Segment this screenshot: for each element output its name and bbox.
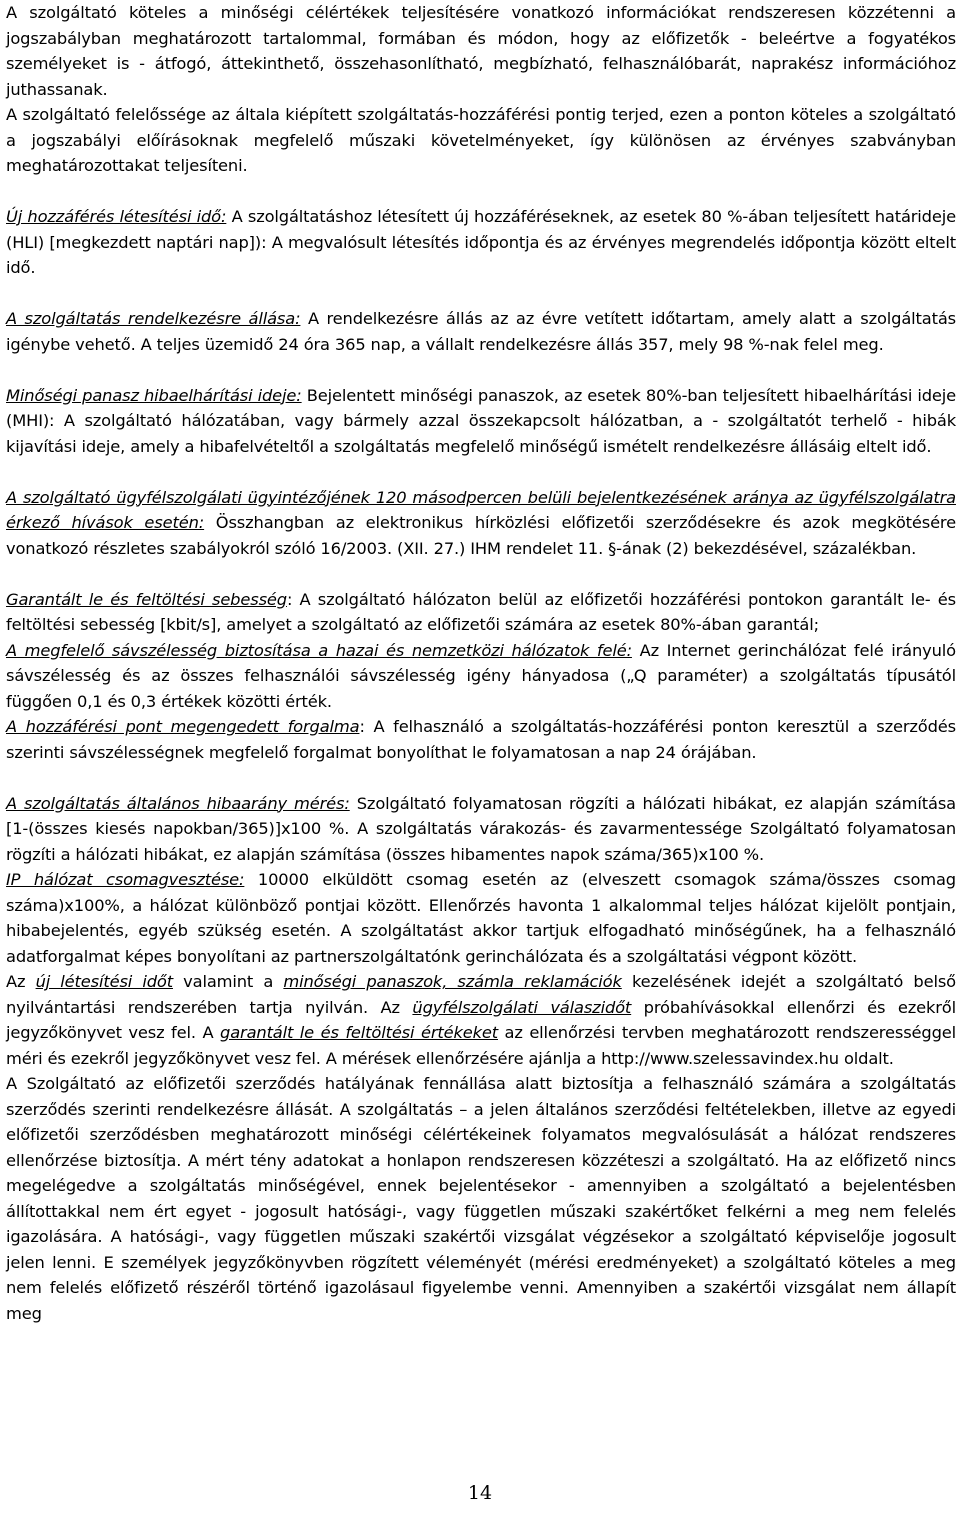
paragraph-service-quality-assurance: A Szolgáltató az előfizetői szerződés hatályának fennállása alatt biztosítja a felhasználó számára a szolgáltatás szerződés szerinti rendelkezésre állását. A szolgáltatás – a jelen általános szerződési feltételekben, illetve az egyedi előfizetői szerződésben meghatározott minőségi célértékeinek folyamatos megvalósulását a hálózat rendszeres ellenőrzése biztosítja. A mért tény adatokat a honlapon rendszeresen közzéteszi a szolgáltató. Ha az előfizető nincs megelégedve a szolgáltatás minőségével, ennek bejelentésekor - amennyiben a szolgáltató a bejelentésben állítottakkal nem ért egyet - jogosult hatósági-, vagy független műszaki szakértőket felkérni a meg nem felelés igazolására. A hatósági-, vagy független műszaki szakértői vizsgálat végzésekor a szolgáltató képviselője jogosult jelen lenni. E személyek jegyzőkönyvben rögzített véleményét (mérési eredményeket) a szolgáltató köteles a meg nem felelés előfizető részéről történő igazolásaul figyelembe venni. Amennyiben a szakértői vizsgálat nem állapít meg: [6, 1074, 956, 1323]
term-permitted-traffic: A hozzáférési pont megengedett forgalma: [6, 717, 360, 736]
term-bandwidth: A megfelelő sávszélesség biztosítása a hazai és nemzetközi hálózatok felé:: [6, 640, 632, 660]
paragraph-guaranteed-speed: Garantált le és feltöltési sebesség: A szolgáltató hálózaton belül az előfizetői hozzáférési pontokon garantált le- és feltöltési sebesség [kbit/s], amelyet a szolgáltató az előfizetői számára az esetek 80%-ában garantál;: [6, 589, 956, 634]
paragraph-customer-service: A szolgáltató ügyfélszolgálati ügyintézőjének 120 másodpercen belüli bejelentkezésének aránya az ügyfélszolgálatra érkező hívások esetén: Összhangban az elektronikus hírközlési előfizetői szerződésekre és azok megkötésére vonatkozó részletes szabályokról szóló 16/2003. (XII. 27.) IHM rendelet 11. §-ának (2) bekezdésével, százalékban.: [6, 487, 956, 558]
paragraph-publication-duty: A szolgáltató köteles a minőségi célértékek teljesítésére vonatkozó információkat rendszeresen közzétenni a jogszabályban meghatározott tartalommal, formában és módon, hogy az előfizetők - beleértve a fogyatékos személyeket is - átfogó, áttekinthető, összehasonlítható, megbízható, felhasználóbarát, naprakész információhoz juthassanak.: [6, 3, 956, 99]
term-guaranteed-values: garantált le és feltöltési értékeket: [220, 1023, 498, 1042]
document-page: [6, 0, 956, 1326]
paragraph-packet-loss: IP hálózat csomagvesztése: 10000 elküldött csomag esetén az (elveszett csomagok száma/összes csomag száma)x100%, a hálózat különböző pontjai között. Ellenőrzés havonta 1 alkalommal teljes hálózat kijelölt pontjain, hibabejelentés, egyéb szükség esetén. A szolgáltatást akkor tartjuk elfogadható minőségűnek, ha a felhasználó adatforgalmat képes bonyolítani az partnerszolgáltatónk gerinchálózata és a szolgáltatási végpont között.: [6, 870, 956, 966]
term-response-time: ügyfélszolgálati válaszidőt: [412, 997, 632, 1017]
paragraph-permitted-traffic: A hozzáférési pont megengedett forgalma: A felhasználó a szolgáltatás-hozzáférési ponton keresztül a szerződés szerinti sávszélességnek megfelelő forgalmat bonyolíthat le folyamatosan a nap 24 órájában.: [6, 717, 956, 762]
paragraph-bandwidth: A megfelelő sávszélesség biztosítása a hazai és nemzetközi hálózatok felé: Az Internet gerinchálózat felé irányuló sávszélesség és az összes felhasználói sávszélesség igény hányadosa („Q paraméter) a szolgáltatás típusától függően 0,1 és 0,3 értékek közötti érték.: [6, 640, 956, 711]
term-guaranteed-speed: Garantált le és feltöltési sebesség: [6, 589, 287, 609]
term-new-setup-time: új létesítési időt: [35, 972, 173, 991]
page-number: 14: [467, 1482, 493, 1504]
term-error-rate: A szolgáltatás általános hibaarány mérés:: [6, 793, 350, 813]
paragraph-new-access-time: Új hozzáférés létesítési idő: A szolgáltatáshoz létesített új hozzáféréseknek, az esetek 80 %-ában teljesített határideje (HLI) [megkezdett naptári nap]): A megvalósult létesítés időpontja és az érvényes megrendelés időpontja között eltelt idő.: [6, 207, 956, 277]
paragraph-fault-repair: Minőségi panasz hibaelhárítási ideje: Bejelentett minőségi panaszok, az esetek 80%-ban teljesített hibaelhárítási ideje (MHI): A szolgáltató hálózatában, vagy bármely azzal összekapcsolt hálózatban, a - szolgáltatót terhelő - hibák kijavítási ideje, amely a hibafelvételtől a szolgáltatás megfelelő minőségű ismételt rendelkezésre állásáig eltelt idő.: [6, 385, 956, 456]
paragraph-provider-responsibility: A szolgáltató felelőssége az általa kiépített szolgáltatás-hozzáférési pontig terjed, ezen a ponton köteles a szolgáltató a jogszabályi előírásoknak megfelelő műszaki követelményeket, így különösen az érvényes szabványban meghatározottakat teljesíteni.: [6, 105, 956, 175]
term-complaints: minőségi panaszok, számla reklamációk: [283, 972, 622, 991]
term-new-access-time: Új hozzáférés létesítési idő:: [6, 207, 227, 226]
term-customer-service: A szolgáltató ügyfélszolgálati ügyintézőjének 120 másodpercen belüli bejelentkezésének aránya az ügyfélszolgálatra érkező hívások esetén:: [6, 487, 956, 532]
term-fault-repair: Minőségi panasz hibaelhárítási ideje:: [6, 385, 302, 405]
paragraph-availability: A szolgáltatás rendelkezésre állása: A rendelkezésre állás az az évre vetített időtartam, amely alatt a szolgáltatás igénybe vehető. A teljes üzemidő 24 óra 365 nap, a vállalt rendelkezésre állás 357, mely 98 %-nak felel meg.: [6, 309, 956, 354]
term-availability: A szolgáltatás rendelkezésre állása:: [6, 309, 301, 328]
term-packet-loss: IP hálózat csomagvesztése:: [6, 870, 245, 889]
paragraph-measurement-records: Az új létesítési időt valamint a minőségi panaszok, számla reklamációk kezelésének idejét a szolgáltató belső nyilvántartási rendszerében tartja nyilván. Az ügyfélszolgálati válaszidőt próbahívásokkal ellenőrzi és ezekről jegyzőkönyvet vesz fel. A garantált le és feltöltési értékeket az ellenőrzési tervben meghatározott rendszerességgel méri és ezekről jegyzőkönyvet vesz fel. A mérések ellenőrzésére ajánlja a http://www.szelessavindex.hu oldalt.: [6, 972, 956, 1068]
paragraph-error-rate: A szolgáltatás általános hibaarány mérés: Szolgáltató folyamatosan rögzíti a hálózati hibákat, ez alapján számítása [1-(összes kiesés napokban/365)]x100 %. A szolgáltatás várakozás- és zavarmentessége Szolgáltató folyamatosan rögzíti a hálózati hibákat, ez alapján számítása (összes hibamentes napok száma/365)x100 %.: [6, 793, 956, 864]
